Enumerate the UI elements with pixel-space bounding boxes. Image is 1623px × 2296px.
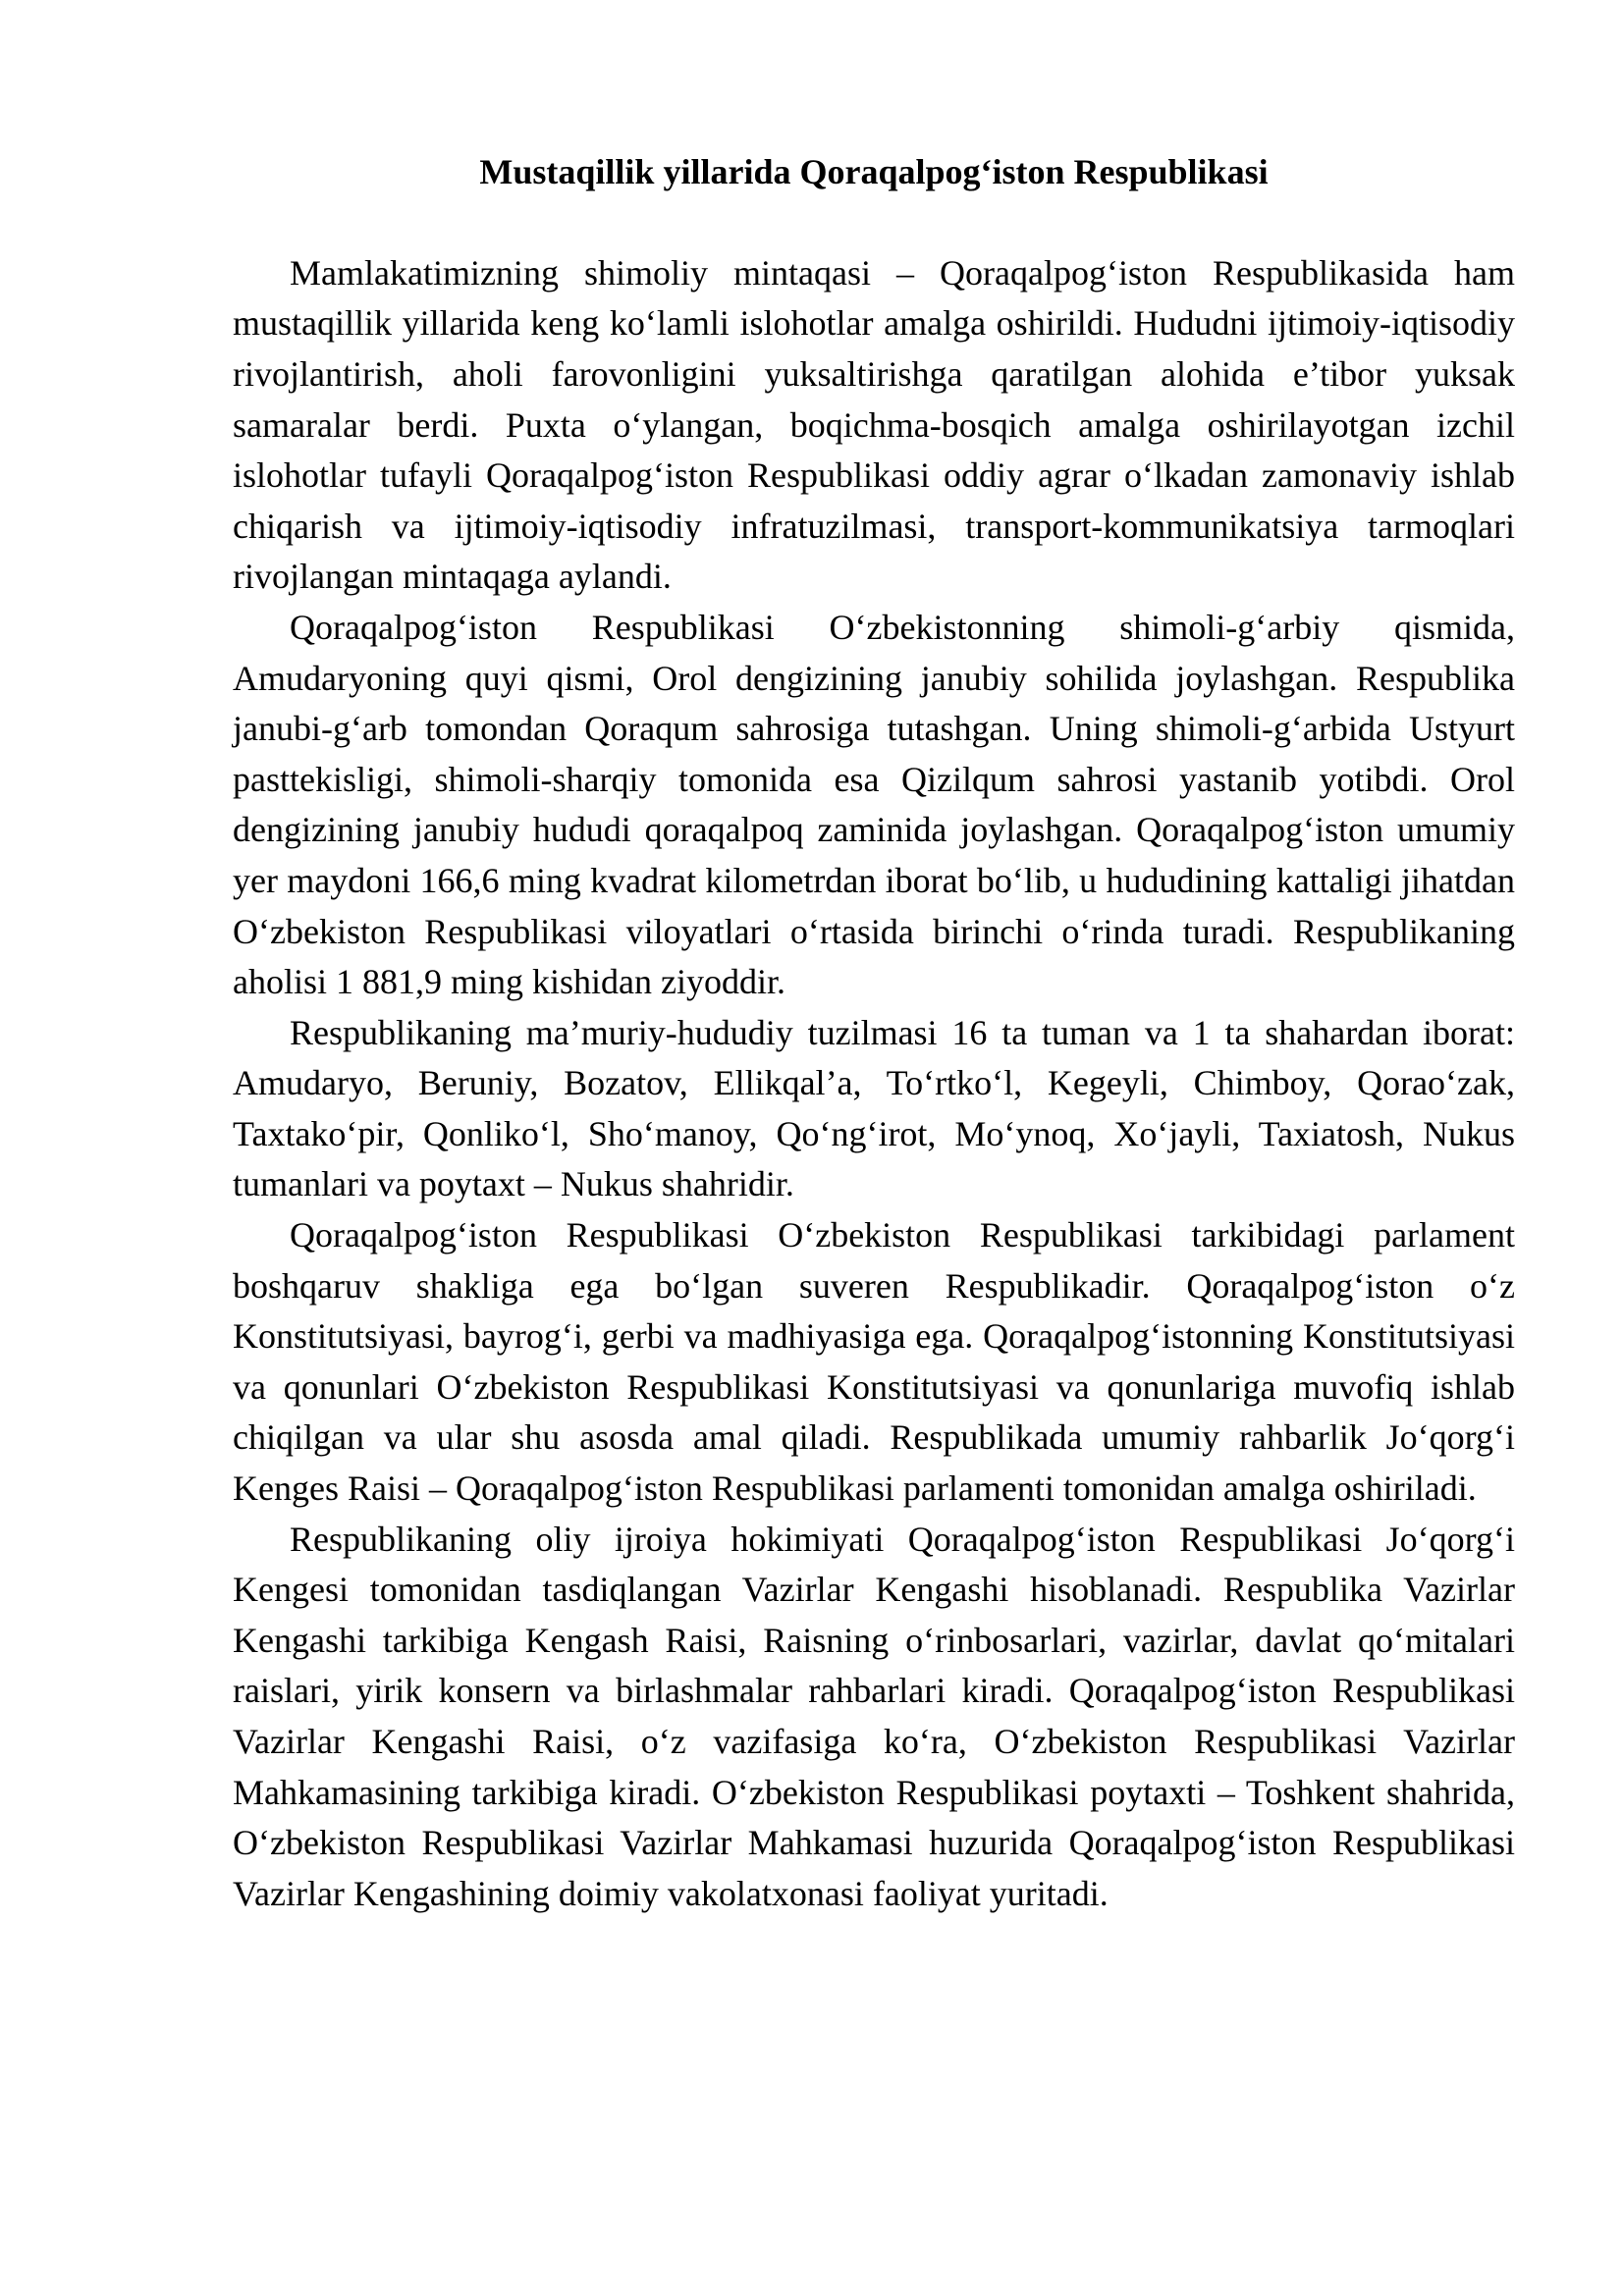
paragraph-government-status: Qoraqalpog‘iston Respublikasi O‘zbekiston Respublikasi tarkibidagi parlament boshqaruv shakliga ega bo‘lgan suveren Respublikadir. Qoraqalpog‘iston o‘z Konstitutsiyasi, bayrog‘i, gerbi va madhiyasiga ega. Qoraqalpog‘istonning Konstitutsiyasi va qonunlari O‘zbekiston Respublikasi Konstitutsiyasi va qonunlariga muvofiq ishlab chiqilgan va ular shu asosda amal qiladi. Respublikada umumiy rahbarlik Jo‘qorg‘i Kenges Raisi – Qoraqalpog‘iston Respublikasi parlamenti tomonidan amalga oshiriladi.: [233, 1215, 1515, 1509]
paragraph-intro: Mamlakatimizning shimoliy mintaqasi – Qoraqalpog‘iston Respublikasida ham mustaqillik yillarida keng ko‘lamli islohotlar amalga oshirildi. Hududni ijtimoiy-iqtisodiy rivojlantirish, aholi farovonligini yuksaltirishga qaratilgan alohida e’tibor yuksak samaralar berdi. Puxta o‘ylangan, boqichma-bosqich amalga oshirilayotgan izchil islohotlar tufayli Qoraqalpog‘iston Respublikasi oddiy agrar o‘lkadan zamonaviy ishlab chiqarish va ijtimoiy-iqtisodiy infratuzilmasi, transport-kommunikatsiya tarmoqlari rivojlangan mintaqaga aylandi.: [233, 252, 1515, 597]
paragraph-administrative-division: Respublikaning ma’muriy-hududiy tuzilmasi 16 ta tuman va 1 ta shahardan iborat: Amudaryo, Beruniy, Bozatov, Ellikqal’a, To‘rtko‘l, Kegeyli, Chimboy, Qorao‘zak, Taxtako‘pir, Qonliko‘l, Sho‘manoy, Qo‘ng‘irot, Mo‘ynoq, Xo‘jayli, Taxiatosh, Nukus tumanlari va poytaxt – Nukus shahridir.: [233, 1012, 1515, 1204]
paragraph-executive-power: Respublikaning oliy ijroiya hokimiyati Qoraqalpog‘iston Respublikasi Jo‘qorg‘i Kengesi tomonidan tasdiqlangan Vazirlar Kengashi hisoblanadi. Respublika Vazirlar Kengashi tarkibiga Kengash Raisi, Raisning o‘rinbosarlari, vazirlar, davlat qo‘mitalari raislari, yirik konsern va birlashmalar rahbarlari kiradi. Qoraqalpog‘iston Respublikasi Vazirlar Kengashi Raisi, o‘z vazifasiga ko‘ra, O‘zbekiston Respublikasi Vazirlar Mahkamasining tarkibiga kiradi. O‘zbekiston Respublikasi poytaxti – Toshkent shahrida, O‘zbekiston Respublikasi Vazirlar Mahkamasi huzurida Qoraqalpog‘iston Respublikasi Vazirlar Kengashining doimiy vakolatxonasi faoliyat yuritadi.: [233, 1519, 1515, 1913]
document-body: [233, 149, 1515, 1919]
paragraph-geography: Qoraqalpog‘iston Respublikasi O‘zbekistonning shimoli-g‘arbiy qismida, Amudaryoning quyi qismi, Orol dengizining janubiy sohilida joylashgan. Respublika janubi-g‘arb tomondan Qoraqum sahrosiga tutashgan. Uning shimoli-g‘arbida Ustyurt pasttekisligi, shimoli-sharqiy tomonida esa Qizilqum sahrosi yastanib yotibdi. Orol dengizining janubiy hududi qoraqalpoq zaminida joylashgan. Qoraqalpog‘iston umumiy yer maydoni 166,6 ming kvadrat kilometrdan iborat bo‘lib, u hududining kattaligi jihatdan O‘zbekiston Respublikasi viloyatlari o‘rtasida birinchi o‘rinda turadi. Respublikaning aholisi 1 881,9 ming kishidan ziyoddir.: [233, 607, 1515, 1002]
document-title: Mustaqillik yillarida Qoraqalpog‘iston Respublikasi: [479, 152, 1269, 191]
